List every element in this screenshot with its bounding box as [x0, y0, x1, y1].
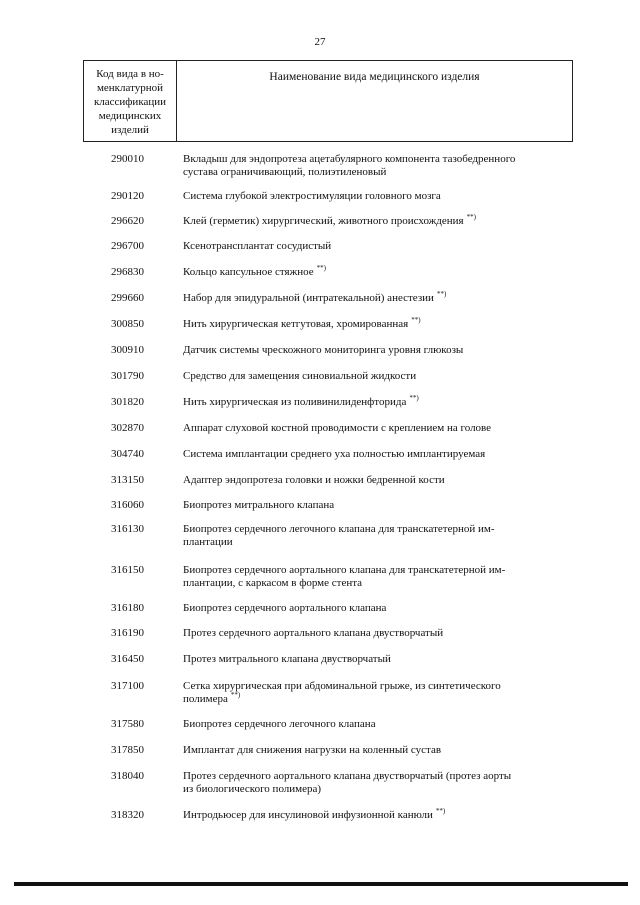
row-name-line: Биопротез сердечного аортального клапана для транскатетерной им-	[183, 564, 506, 576]
row-name	[183, 190, 583, 203]
row-name-line: плантации, с каркасом в форме стента	[183, 577, 363, 589]
row-name	[183, 718, 583, 731]
row-name-line: Набор для эпидуральной (интратекальной) анестезии **)	[183, 290, 447, 304]
footnote-mark: **)	[409, 394, 419, 402]
row-name-line: Нить хирургическая из поливинилиденфторида **)	[183, 394, 419, 408]
row-code: 316130	[111, 523, 144, 535]
row-name	[183, 627, 583, 640]
row-name-line: Имплантат для снижения нагрузки на коленный сустав	[183, 744, 442, 756]
row-code: 301820	[111, 396, 144, 408]
row-name-line: Биопротез сердечного легочного клапана	[183, 718, 376, 730]
row-name-line: Ксенотрансплантат сосудистый	[183, 240, 332, 252]
row-name	[183, 653, 583, 666]
row-code: 290010	[111, 153, 144, 165]
row-name	[183, 809, 583, 823]
footnote-mark: **)	[411, 316, 421, 324]
row-name	[183, 153, 583, 179]
footnote-mark: **)	[316, 264, 326, 272]
row-code: 318040	[111, 770, 144, 782]
row-code: 290120	[111, 190, 144, 202]
row-name	[183, 564, 583, 590]
code-column-header	[84, 61, 177, 141]
row-name	[183, 215, 583, 229]
row-name-line: Средство для замещения синовиальной жидкости	[183, 370, 417, 382]
row-code: 318320	[111, 809, 144, 821]
row-name	[183, 448, 583, 461]
footnote-mark: **)	[436, 290, 447, 298]
row-code: 316060	[111, 499, 144, 511]
row-name-line: Интродьюсер для инсулиновой инфузионной канюли **)	[183, 807, 446, 821]
row-name	[183, 523, 583, 549]
row-code: 316150	[111, 564, 144, 576]
code-header-line: изделий	[111, 124, 149, 136]
row-name-line: Вкладыш для эндопротеза ацетабулярного компонента тазобедренного	[183, 153, 516, 165]
row-name	[183, 318, 583, 332]
row-name-line: Сетка хирургическая при абдоминальной грыже, из синтетического	[183, 680, 501, 692]
row-code: 317580	[111, 718, 144, 730]
row-code: 300850	[111, 318, 144, 330]
code-header-line: медицинских	[98, 110, 162, 122]
row-code: 317850	[111, 744, 144, 756]
row-code: 300910	[111, 344, 144, 356]
row-code: 317100	[111, 680, 144, 692]
row-code: 302870	[111, 422, 144, 434]
row-name-line: плантации	[183, 536, 233, 548]
row-code: 316450	[111, 653, 144, 665]
row-name	[183, 744, 583, 757]
row-name-line: Система глубокой электростимуляции головного мозга	[183, 190, 441, 202]
name-column-header: Наименование вида медицинского изделия	[269, 71, 480, 83]
row-name	[183, 474, 583, 487]
row-name	[183, 680, 583, 707]
row-name-line: Протез сердечного аортального клапана двустворчатый	[183, 627, 444, 639]
row-name	[183, 266, 583, 280]
row-name-line: сустава ограничивающий, полиэтиленовый	[183, 166, 387, 178]
row-name	[183, 770, 583, 796]
row-name-line: Протез сердечного аортального клапана двустворчатый (протез аорты	[183, 770, 512, 782]
row-code: 296620	[111, 215, 144, 227]
page-bottom-rule	[14, 882, 628, 886]
row-code: 301790	[111, 370, 144, 382]
row-code: 296700	[111, 240, 144, 252]
footnote-mark: **)	[230, 691, 241, 699]
row-code: 316180	[111, 602, 144, 614]
row-code: 296830	[111, 266, 144, 278]
footnote-mark: **)	[466, 213, 476, 221]
code-header-line: Код вида в но-	[96, 68, 164, 80]
row-name	[183, 344, 583, 357]
row-name	[183, 240, 583, 253]
code-header-line: менклатурной	[96, 82, 164, 94]
code-header-line: классификации	[93, 96, 167, 108]
table-header	[83, 60, 573, 142]
row-name-line: Нить хирургическая кетгутовая, хромированная **)	[183, 316, 421, 330]
page-number: 27	[314, 36, 326, 48]
row-name-line: Адаптер эндопротеза головки и ножки бедренной кости	[183, 474, 445, 486]
row-name-line: из биологического полимера)	[183, 783, 322, 795]
row-name-line: Кольцо капсульное стяжное **)	[183, 264, 326, 278]
footnote-mark: **)	[435, 807, 446, 815]
row-code: 316190	[111, 627, 144, 639]
row-code: 304740	[111, 448, 144, 460]
row-name	[183, 602, 583, 615]
row-name-line: Датчик системы чрескожного мониторинга уровня глюкозы	[183, 344, 464, 356]
row-name	[183, 396, 583, 410]
row-name-line: полимера **)	[183, 691, 241, 705]
row-name	[183, 370, 583, 383]
row-name-line: Система имплантации среднего уха полностью имплантируемая	[183, 448, 486, 460]
row-name	[183, 499, 583, 512]
row-name-line: Биопротез сердечного легочного клапана для транскатетерной им-	[183, 523, 495, 535]
row-name-line: Клей (герметик) хирургический, животного происхождения **)	[183, 213, 476, 227]
row-name-line: Протез митрального клапана двустворчатый	[183, 653, 391, 665]
row-code: 299660	[111, 292, 144, 304]
row-name-line: Биопротез митрального клапана	[183, 499, 335, 511]
row-name	[183, 292, 583, 306]
row-name-line: Биопротез сердечного аортального клапана	[183, 602, 387, 614]
row-code: 313150	[111, 474, 144, 486]
row-name	[183, 422, 583, 435]
row-name-line: Аппарат слуховой костной проводимости с креплением на голове	[183, 422, 492, 434]
